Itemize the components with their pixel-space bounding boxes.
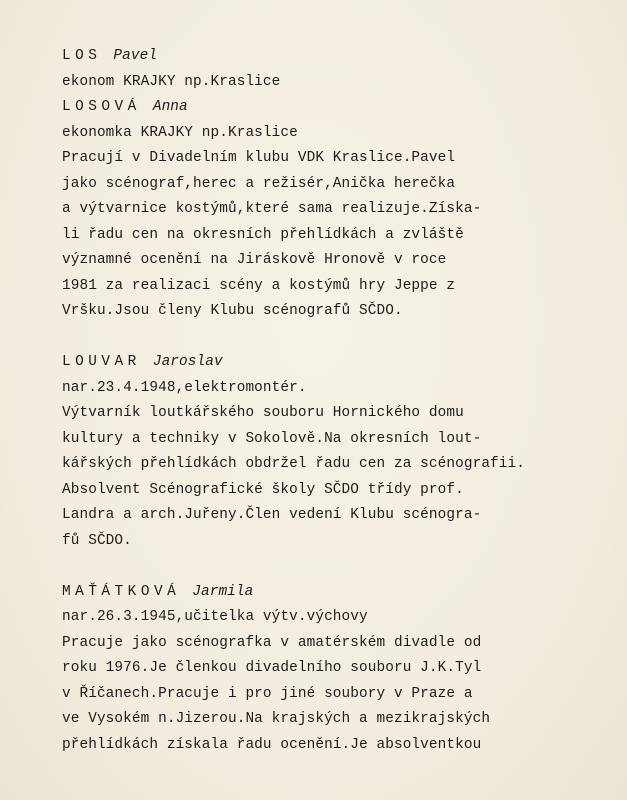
entry-line: ekonom KRAJKY np.Kraslice: [62, 73, 281, 90]
entry-spacer: [62, 325, 612, 351]
entry-line: roku 1976.Je členkou divadelního souboru J.K.Tyl: [62, 660, 482, 676]
entry-line: Pracuje jako scénografka v amatérském divadle od: [62, 634, 482, 651]
entry-surname: LOUVAR: [62, 354, 141, 370]
entry-line: Landra a arch.Juřeny.Člen vedení Klubu scénogra-: [62, 507, 482, 523]
entry-line: 1981 za realizaci scény a kostýmů hry Jeppe z: [62, 277, 456, 294]
entry-line: Absolvent Scénografické školy SČDO třídy prof.: [62, 481, 464, 498]
entry-line: fů SČDO.: [62, 532, 132, 549]
entry-line: a výtvarnice kostýmů,které sama realizuje.Získa-: [62, 201, 482, 217]
entry-line: ekonomka KRAJKY np.Kraslice: [62, 124, 298, 141]
entry-spacer: [62, 554, 612, 580]
entry-line: li řadu cen na okresních přehlídkách a zvláště: [62, 226, 464, 243]
entry-line: přehlídkách získala řadu ocenění.Je absolventkou: [62, 736, 482, 753]
entry-surname: LOS: [62, 48, 102, 64]
entry-line: Vršku.Jsou členy Klubu scénografů SČDO.: [62, 303, 403, 319]
entry-given-name: Pavel: [113, 48, 158, 64]
entry-heading: [62, 44, 612, 70]
entry-given-name: Anna: [152, 99, 188, 115]
entry-heading: [62, 350, 612, 376]
entry-line: Pracují v Divadelním klubu VDK Kraslice.Pavel: [62, 150, 456, 166]
entry-line: ve Vysokém n.Jizerou.Na krajských a mezikrajských: [62, 711, 491, 727]
entry-line: nar.26.3.1945,učitelka výtv.výchovy: [62, 609, 368, 625]
page-text: [62, 44, 612, 758]
entry-surname: MAŤÁTKOVÁ: [62, 583, 181, 600]
entry-heading: [62, 580, 612, 606]
entry-line: Výtvarník loutkářského souboru Hornického domu: [62, 405, 464, 421]
entry-surname: LOSOVÁ: [62, 99, 141, 115]
entry-given-name: Jarmila: [192, 583, 254, 600]
entry-heading: [62, 95, 612, 121]
entry-line: kultury a techniky v Sokolově.Na okresních lout-: [62, 430, 482, 447]
entry-line: v Říčanech.Pracuje i pro jiné soubory v Praze a: [62, 685, 473, 702]
entry-line: jako scénograf,herec a režisér,Anička herečka: [62, 175, 456, 192]
entry-given-name: Jaroslav: [152, 354, 223, 370]
entry-line: významné ocenění na Jiráskově Hronově v roce: [62, 252, 447, 268]
entry-line: nar.23.4.1948,elektromontér.: [62, 379, 307, 396]
entry-line: kářských přehlídkách obdržel řadu cen za scénografii.: [62, 456, 525, 472]
